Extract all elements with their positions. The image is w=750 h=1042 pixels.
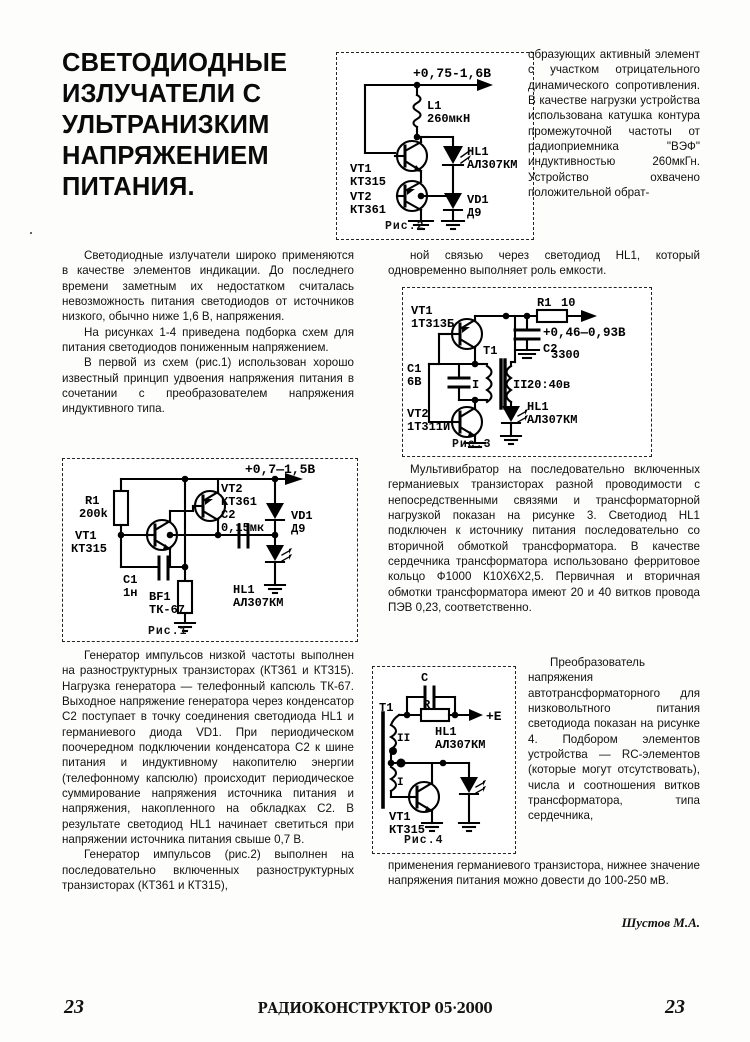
fig2-hl1-value: АЛ307КМ [467,158,518,172]
figure-4-caption: Рис.4 [404,834,444,847]
fig1-vd1-name: VD1 [291,509,313,523]
fig3-r1-name: R1 [537,296,552,310]
figure-4-schematic [373,667,515,853]
fig3-turns-ratio: 20:40в [527,378,571,392]
figure-1-frame [62,458,358,642]
right-column-top-text [528,47,700,200]
fig2-vt1-name: VT1 [350,162,372,176]
paragraph: В первой из схем (рис.1) использован хорошо известный принцип удвоения напряжения питания в сочетании с преобразователем напряжения индуктивного типа. [62,356,354,416]
fig1-vd1-value: Д9 [291,522,306,536]
fig3-hl1-value: АЛ307КМ [527,413,578,427]
fig4-winding-1: I [397,777,404,789]
paragraph: На рисунках 1-4 приведена подборка схем для питания светодиодов пониженным напряжением. [62,325,354,355]
fig1-c1-name: C1 [123,573,138,587]
paragraph: применения германиевого транзистора, нижнее значение напряжения питания можно довести до 100-250 мВ. [388,859,700,888]
fig2-l1-value: 260мкН [427,112,471,126]
fig2-vt2-name: VT2 [350,190,372,204]
fig1-hl1-name: HL1 [233,583,255,597]
fig3-c2-value: 3300 [551,348,580,362]
page-number-right: 23 [665,996,685,1018]
figure-2-frame [336,52,534,240]
left-column-top-text [62,248,354,417]
paragraph: образующих активный элемент с участком отрицательного динамического сопротивления. В качестве нагрузки устройства использована катушка контура промежуточной частоты от радиоприемника "ВЭФ" индуктивностью 260мкГн. Устройство охвачено положительной обрат- [528,48,700,200]
fig4-c-name: C [421,671,429,685]
paragraph: Светодиодные излучатели широко применяются в качестве элементов индикации. До последнего времени заметным их недостатком считалась невозможность питания светодиодов от источников низкого, обычно ниже 1,6 В, напряжения. [62,249,354,324]
fig1-hl1-value: АЛ307КМ [233,596,284,610]
figure-3-frame [402,287,652,457]
fig4-vt1-name: VT1 [389,810,411,824]
fig1-r1-value: 200k [79,507,108,521]
fig3-c1-value: 6В [407,375,422,389]
fig1-c2-value: 0,15мк [221,521,265,535]
fig2-supply-label: +0,75-1,6В [413,66,492,81]
fig3-winding-1: I [472,378,480,392]
fig3-vt1-value: 1Т313Б [411,317,455,331]
fig3-t1-name: T1 [483,344,498,358]
fig1-c1-value: 1н [123,586,138,600]
paragraph: Генератор импульсов низкой частоты выполнен на разноструктурных транзисторах (КТ361 и КТ315). Нагрузка генератора — телефонный капсюль ТК-67. Выходное напряжение генератора через конденсатор С2 поступает в точку соединения светодиода HL1 и германиевого диода VD1. При периодическом поочередном подключении конденсатора С2 к шине питания и индуктивному накопителю энергии (телефонному капсюлю) происходит периодическое суммирование напряжения источника питания и напряжения, накопленного на обкладках С2. В результате светодиод HL1 начинает светиться при напряжении источника питания свыше 0,7 В. [62,649,354,847]
fig1-vt2-name: VT2 [221,482,243,496]
fig4-hl1-value: АЛ307КМ [435,738,486,752]
figure-1-schematic [63,459,357,641]
figure-4-frame [372,666,516,854]
fig4-hl1-name: HL1 [435,725,457,739]
fig3-hl1-name: HL1 [527,400,549,414]
fig3-vt2-value: 1Т311И [407,420,451,434]
author-byline: Шустов М.А. [621,915,700,930]
fig4-winding-2: II [397,733,411,745]
page-number-left: 23 [64,996,84,1018]
fig3-vt1-name: VT1 [411,304,433,318]
fig2-l1-name: L1 [427,99,442,113]
fig3-supply-label: +0,46—0,93В [543,326,626,340]
page-title: СВЕТОДИОДНЫЕ ИЗЛУЧАТЕЛИ С УЛЬТРАНИЗКИМ НАПРЯЖЕНИЕМ ПИТАНИЯ. [62,49,288,201]
fig2-vt2-value: КТ361 [350,203,387,217]
fig3-c1-name: C1 [407,362,422,376]
fig4-r-name: R [423,698,431,712]
magazine-footer-title: РАДИОКОНСТРУКТОР 05·2000 [257,1000,493,1017]
fig1-vt1-name: VT1 [75,529,97,543]
fig4-t1-name: T1 [379,701,394,715]
fig4-supply-label: +E [486,709,502,724]
left-column-bottom-text [62,648,354,894]
paragraph: Генератор импульсов (рис.2) выполнен на последовательно включенных разноструктурных транзисторах (КТ361 и КТ315), [62,848,354,893]
margin-speck [30,232,32,234]
figure-2-schematic [337,53,533,239]
fig2-vd1-value: Д9 [467,206,482,220]
fig3-c2-name: C2 [543,342,558,356]
fig1-bf1-value: ТК-67 [149,603,186,617]
fig2-vd1-name: VD1 [467,193,489,207]
figure-3-schematic [403,288,651,456]
wide-text-after-figure-2 [388,248,700,279]
figure-2-caption: Рис.2 [385,220,425,233]
fig3-winding-2: II [513,378,528,392]
fig1-vt2-value: КТ361 [221,495,258,509]
paragraph: ной связью через светодиод HL1, который одновременно выполняет роль емкости. [388,249,700,278]
fig3-vt2-name: VT2 [407,407,429,421]
paragraph: Мультивибратор на последовательно включенных германиевых транзисторах разной проводимости с непосредственными связями и трансформаторной нагрузкой показан на рисунке 3. Светодиод HL1 подключен к источнику питания последовательно со вторичной обмоткой трансформатора. В качестве сердечника трансформатора использовано ферритовое кольцо Ф1000 К10Х6Х2,5. Первичная и вторичная обмотки трансформатора имеют 20 и 40 витков провода ПЭВ 0,23, соответственно. [388,463,700,615]
fig2-vt1-value: КТ315 [350,175,387,189]
fig1-supply-label: +0,7—1,5В [245,462,316,477]
fig4-vt1-value: КТ315 [389,823,426,837]
paragraph: Преобразователь напряжения автотрансформаторного для низковольтного питания светодиода показан на рисунке 4. Подбором элементов устройства — RC-элементов (которые могут отсутствовать), числа и соотношения витков трансформатора, типа сердечника, [528,656,700,823]
figure-3-caption: Рис.3 [452,438,492,451]
fig2-hl1-name: HL1 [467,145,489,159]
fig1-c2-name: C2 [221,508,236,522]
right-middle-text [388,462,700,615]
fig1-r1-name: R1 [85,494,100,508]
fig1-bf1-name: BF1 [149,590,171,604]
figure-1-caption: Рис.1 [148,625,188,638]
right-column-bottom-text [528,655,700,824]
wide-bottom-text [388,858,700,889]
fig3-r1-value: 10 [561,296,576,310]
fig1-vt1-value: КТ315 [71,542,108,556]
